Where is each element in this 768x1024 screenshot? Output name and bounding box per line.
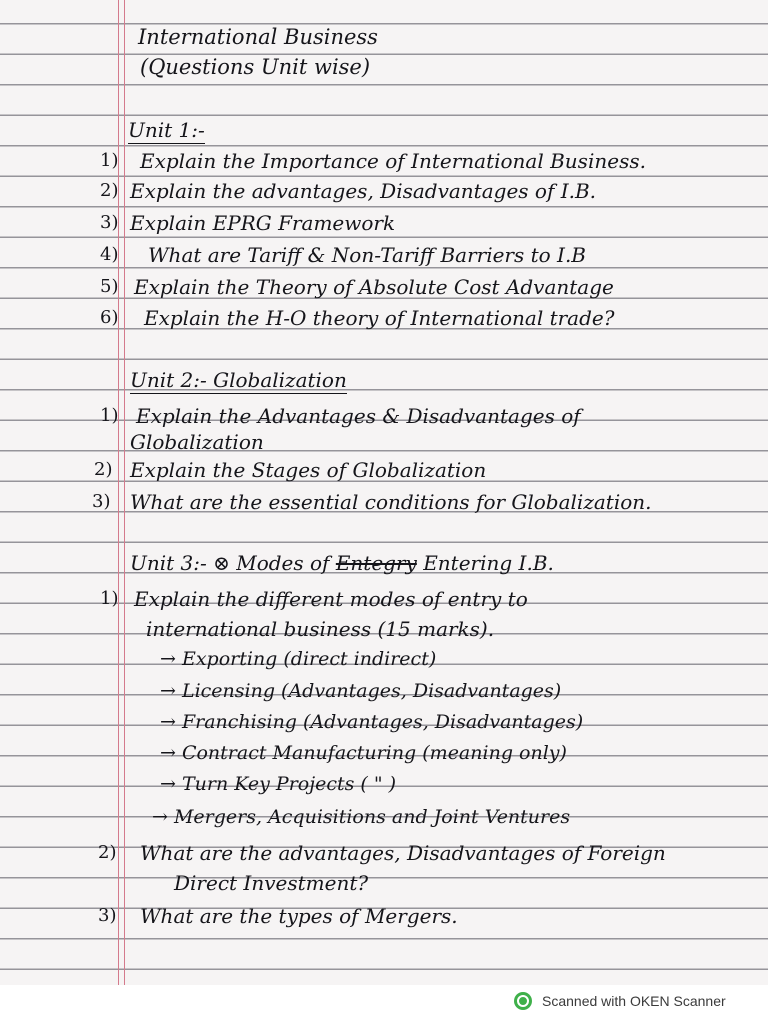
unit3-q1-text: Explain the different modes of entry to [134,587,528,611]
unit3-q1-number: 1) [100,588,119,609]
unit1-q5-text: Explain the Theory of Absolute Cost Advantage [134,275,614,299]
unit2-q1-text: Explain the Advantages & Disadvantages of [136,404,581,428]
unit1-q5-number: 5) [100,276,119,297]
unit3-q2-number: 2) [98,842,117,863]
unit3-sub-item: → Licensing (Advantages, Disadvantages) [160,680,562,702]
unit3-heading-mid: Modes of [236,551,330,575]
margin-line-left [118,0,119,985]
unit3-heading-prefix: Unit 3:- [130,551,207,575]
scribble-mark: ⊗ [213,551,230,575]
unit1-q4-number: 4) [100,244,119,265]
page-subtitle: (Questions Unit wise) [140,55,371,79]
unit2-q2-text: Explain the Stages of Globalization [130,458,487,482]
unit3-sub-item: → Mergers, Acquisitions and Joint Ventures [152,806,571,828]
unit2-q1-number: 1) [100,405,119,426]
unit3-heading-post: Entering I.B. [423,551,554,575]
unit3-q2-text-cont: Direct Investment? [174,871,369,895]
unit3-sub-item: → Turn Key Projects ( " ) [160,773,397,795]
unit3-q3-number: 3) [98,905,117,926]
unit1-q1-text: Explain the Importance of International Business. [140,149,646,173]
scanner-watermark-text: Scanned with OKEN Scanner [542,993,726,1009]
unit3-heading [130,552,554,574]
unit3-q2-text: What are the advantages, Disadvantages of Foreign [140,841,666,865]
unit1-q2-number: 2) [100,180,119,201]
unit1-q6-number: 6) [100,307,119,328]
unit3-q3-text: What are the types of Mergers. [140,904,458,928]
unit1-q2-text: Explain the advantages, Disadvantages of I.B. [130,179,597,203]
margin-line-right [124,0,125,985]
unit3-sub-item: → Franchising (Advantages, Disadvantages) [160,711,584,733]
unit2-q2-number: 2) [94,459,113,480]
unit1-q3-text: Explain EPRG Framework [130,211,396,235]
unit1-heading-text: Unit 1:- [128,118,205,142]
unit1-heading [128,119,205,141]
unit1-q3-number: 3) [100,212,119,233]
scanner-watermark [514,990,726,1012]
unit1-q6-text: Explain the H-O theory of International trade? [144,306,615,330]
unit3-heading-struck: Entegry [335,551,417,575]
unit3-q1-text-cont: international business (15 marks). [146,617,495,641]
unit2-q3-text: What are the essential conditions for Globalization. [130,490,652,514]
unit1-q1-number: 1) [100,150,119,171]
unit2-q1-text-cont: Globalization [130,430,264,454]
unit2-q3-number: 3) [92,491,111,512]
unit2-heading [130,369,347,391]
page-title: International Business [138,25,378,49]
unit3-sub-item: → Exporting (direct indirect) [160,648,437,670]
unit3-sub-item: → Contract Manufacturing (meaning only) [160,742,567,764]
unit2-heading-text: Unit 2:- Globalization [130,368,347,392]
scanner-logo-icon [514,992,532,1010]
unit1-q4-text: What are Tariff & Non-Tariff Barriers to I.B [148,243,586,267]
